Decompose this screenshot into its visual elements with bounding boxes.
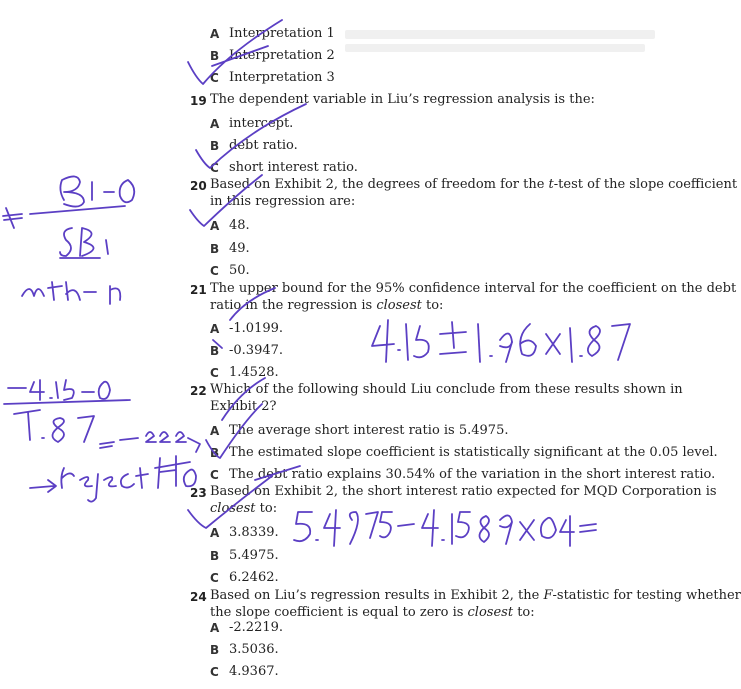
question-text-italic: F — [543, 588, 553, 603]
option-text: 48. — [229, 218, 250, 233]
question-text-italic: t — [548, 177, 554, 192]
option-text: -1.0199. — [229, 321, 284, 336]
handwritten-note — [22, 289, 44, 296]
option-letter: A — [210, 526, 220, 540]
option-text: short interest ratio. — [229, 160, 358, 175]
option-text: 5.4975. — [229, 548, 279, 563]
option-text: 49. — [229, 241, 250, 256]
option-text: The average short interest ratio is 5.4975. — [229, 423, 509, 438]
option-text: -0.3947. — [229, 343, 284, 358]
option-text: -2.2219. — [229, 620, 284, 635]
question-number: 21 — [190, 283, 207, 297]
question-text — [210, 587, 741, 605]
question-text — [210, 297, 443, 315]
option-letter: C — [210, 366, 219, 380]
option-text: The debt ratio explains 30.54% of the variation in the short interest ratio. — [229, 467, 716, 482]
option-text: 6.2462. — [229, 570, 279, 585]
option-text: Interpretation 3 — [229, 70, 335, 85]
option-letter: B — [210, 549, 220, 563]
question-text-italic: closest — [467, 605, 514, 620]
question-text: Based on Exhibit 2, the short interest ratio expected for MQD Corporation is — [210, 484, 717, 499]
question-text-part: Based on Liu’s regression results in Exhibit 2, the — [210, 588, 544, 603]
question-text-part: -statistic for testing whether — [552, 588, 741, 603]
option-letter: C — [210, 468, 219, 482]
option-letter: C — [210, 161, 219, 175]
option-text: Interpretation 2 — [229, 48, 335, 63]
option-text: The estimated slope coefficient is statistically significant at the 0.05 level. — [229, 445, 718, 460]
question-text: Exhibit 2? — [210, 399, 277, 414]
question-text-part: the slope coefficient is equal to zero is — [210, 605, 468, 620]
option-letter: B — [210, 344, 220, 358]
question-text-part: -test of the slope coefficient — [553, 177, 738, 192]
question-number: 24 — [190, 590, 207, 604]
question-number: 23 — [190, 486, 207, 500]
bleed-through-text — [345, 44, 645, 52]
option-letter: B — [210, 139, 220, 153]
option-letter: C — [210, 571, 219, 585]
question-number: 19 — [190, 94, 207, 108]
question-text: Which of the following should Liu conclude from these results shown in — [210, 382, 683, 397]
handwritten-calculation — [294, 512, 312, 541]
option-letter: A — [210, 322, 220, 336]
question-text-part: to: — [255, 501, 278, 516]
question-number: 22 — [190, 384, 207, 398]
question-text-part: ratio in the regression is — [210, 298, 377, 313]
question-text-italic: closest — [210, 501, 256, 516]
question-text: in this regression are: — [210, 194, 356, 209]
question-text-part: Based on Exhibit 2, the degrees of freedom for the — [210, 177, 549, 192]
option-letter: C — [210, 665, 219, 679]
question-text — [210, 500, 277, 518]
question-number: 20 — [190, 179, 207, 193]
option-text: intercept. — [229, 116, 294, 131]
option-text: 50. — [229, 263, 250, 278]
option-text: Interpretation 1 — [229, 26, 335, 41]
option-letter: A — [210, 424, 220, 438]
question-text-part: to: — [421, 298, 444, 313]
option-letter: B — [210, 643, 220, 657]
option-letter: C — [210, 71, 219, 85]
option-letter: B — [210, 242, 220, 256]
option-letter: C — [210, 264, 219, 278]
question-text: The dependent variable in Liu’s regression analysis is the: — [210, 92, 595, 107]
option-letter: A — [210, 27, 220, 41]
option-text: 1.4528. — [229, 365, 279, 380]
option-letter: A — [210, 117, 220, 131]
option-text: debt ratio. — [229, 138, 298, 153]
option-letter: B — [210, 446, 220, 460]
question-text-italic: closest — [376, 298, 422, 313]
handwritten-formula — [3, 208, 22, 228]
question-text: The upper bound for the 95% confidence interval for the coefficient on the debt — [210, 281, 737, 296]
handwritten-calculation — [372, 320, 394, 362]
question-text — [210, 176, 737, 194]
option-letter: A — [210, 219, 220, 233]
question-text-part: to: — [513, 605, 535, 620]
option-text: 3.8339. — [229, 525, 279, 540]
option-letter: A — [210, 621, 220, 635]
bleed-through-text — [345, 30, 655, 39]
option-text: 3.5036. — [229, 642, 279, 657]
option-text: 4.9367. — [229, 664, 279, 679]
check-mark-icon — [196, 104, 306, 168]
option-letter: B — [210, 49, 220, 63]
